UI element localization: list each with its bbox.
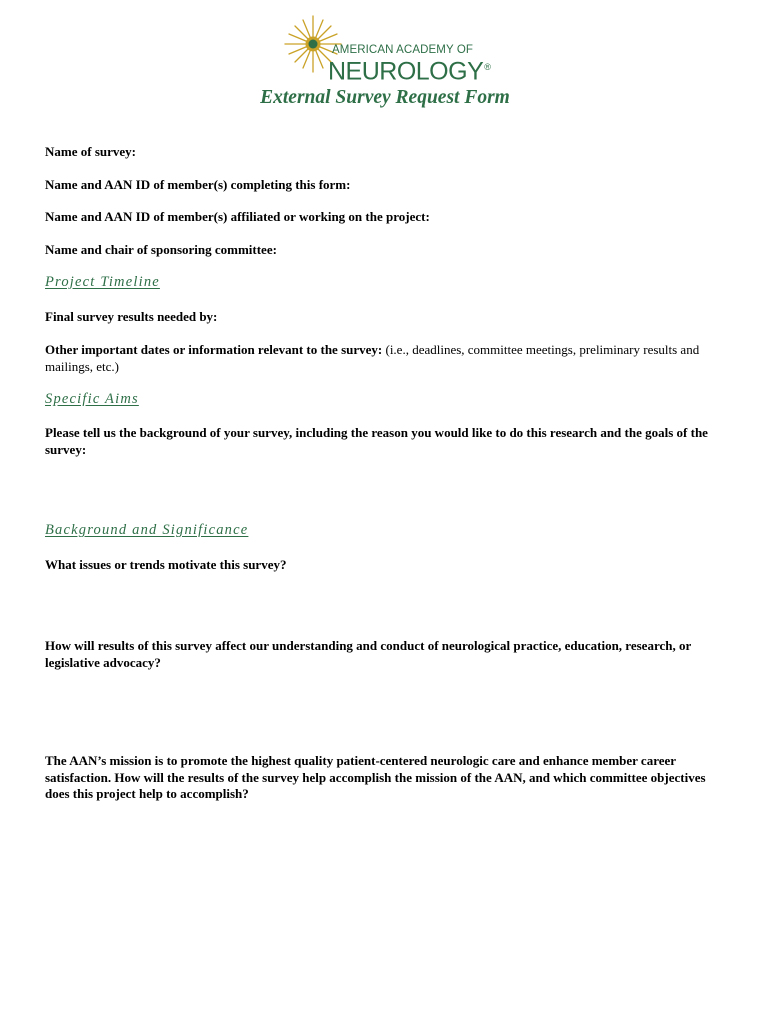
logo-line2 <box>328 54 490 84</box>
background-significance-heading: Background and Significance <box>45 522 249 538</box>
logo-name: NEUROLOGY <box>328 57 484 86</box>
other-dates-note: (i.e., deadlines, committee meetings, preliminary results and mailings, etc.) <box>45 342 700 374</box>
specific-aims-heading: Specific Aims <box>45 391 139 407</box>
background-question: Please tell us the background of your survey, including the reason you would like to do this research and the goals of the survey: <box>45 425 708 457</box>
registered-mark: ® <box>484 62 491 72</box>
aan-logo <box>283 14 491 86</box>
sponsoring-committee-label: Name and chair of sponsoring committee: <box>45 242 277 257</box>
other-dates-paragraph <box>45 342 725 375</box>
members-affiliated-label: Name and AAN ID of member(s) affiliated or working on the project: <box>45 209 430 224</box>
project-timeline-heading: Project Timeline <box>45 274 160 290</box>
survey-name-label: Name of survey: <box>45 144 136 159</box>
page-title: External Survey Request Form <box>260 87 510 108</box>
other-dates-label: Other important dates or information relevant to the survey: <box>45 342 383 357</box>
final-results-label: Final survey results needed by: <box>45 309 218 324</box>
issues-trends-question: What issues or trends motivate this survey? <box>45 557 287 572</box>
members-completing-label: Name and AAN ID of member(s) completing this form: <box>45 177 351 192</box>
results-impact-question: How will results of this survey affect our understanding and conduct of neurological practice, education, research, or legislative advocacy? <box>45 638 692 670</box>
mission-question: The AAN’s mission is to promote the highest quality patient-centered neurologic care and enhance member career satisfaction. How will the results of the survey help accomplish the mission of the AAN, and which committee objectives does this project help to accomplish? <box>45 753 706 801</box>
logo-line1: AMERICAN ACADEMY OF <box>332 44 473 56</box>
